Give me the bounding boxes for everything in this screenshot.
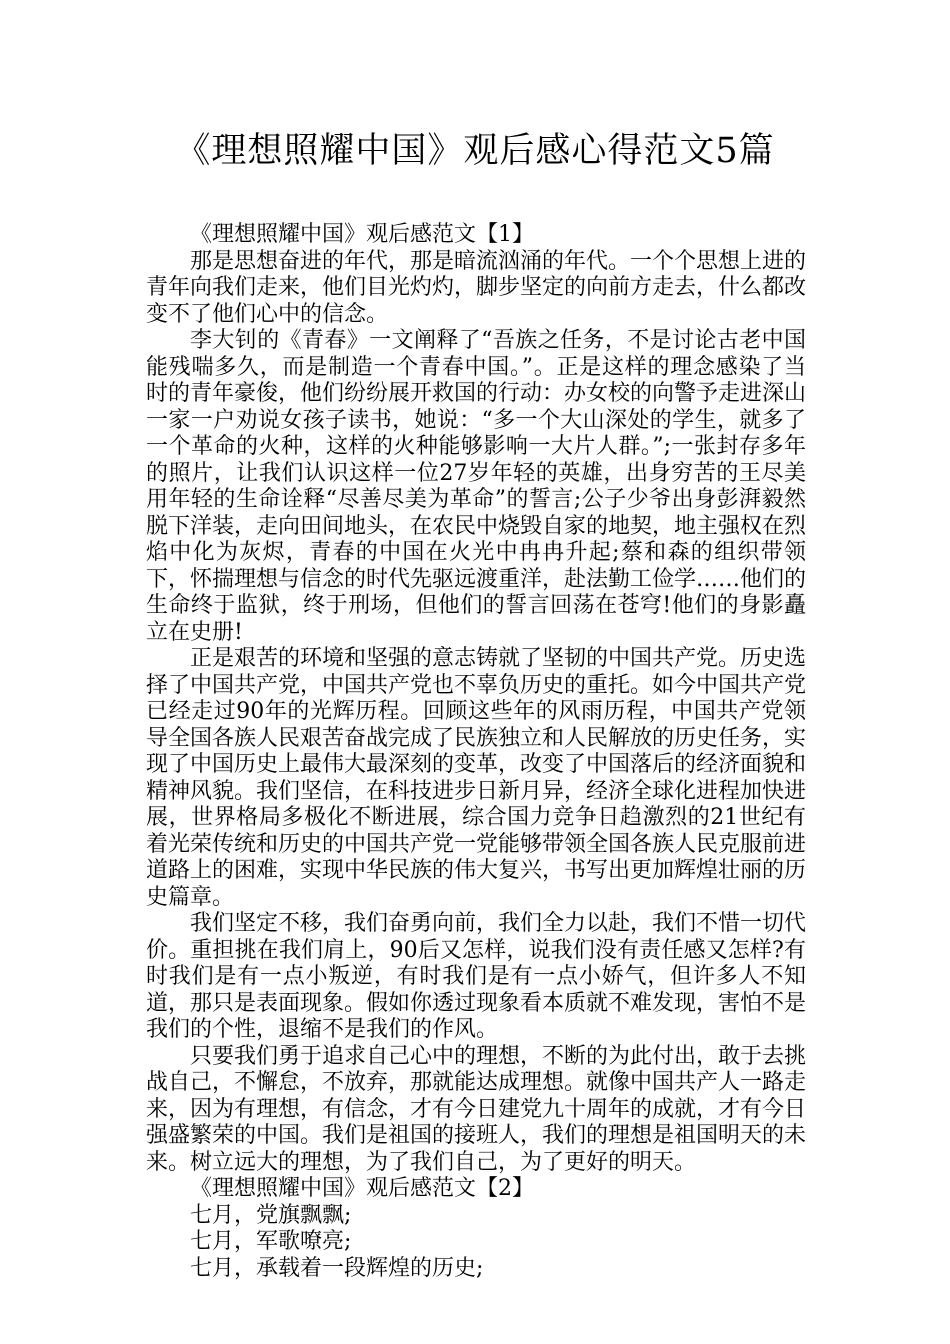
body-paragraph: 七月，承载着一段辉煌的历史; [190, 1255, 484, 1281]
document-title: 《理想照耀中国》观后感心得范文5篇 [175, 131, 775, 171]
section-heading-1: 《理想照耀中国》观后感范文【1】 [190, 222, 534, 247]
body-paragraph: 只要我们勇于追求自己心中的理想，不断的为此付出，敢于去挑战自己，不懈怠，不放弃，那就能达成理想。就像中国共产人一路走来，因为有理想，有信念，才有今日建党九十周年的成就，才有今日强盛繁荣的中国。我们是祖国的接班人，我们的理想是祖国明天的未来。树立远大的理想，为了我们自己，为了更好的明天。 [146, 1043, 807, 1175]
body-paragraph: 七月，军歌嘹亮; [190, 1229, 352, 1254]
body-paragraph: 正是艰苦的环境和坚强的意志铸就了坚韧的中国共产党。历史选择了中国共产党，中国共产党也不辜负历史的重托。如今中国共产党已经走过90年的光辉历程。回顾这些年的风雨历程，中国共产党领导全国各族人民艰苦奋战完成了民族独立和人民解放的历史任务，实现了中国历史上最伟大最深刻的变革，改变了中国落后的经济面貌和精神风貌。我们坚信，在科技进步日新月异，经济全球化进程加快进展，世界格局多极化不断进展，综合国力竞争日趋激烈的21世纪有着光荣传统和历史的中国共产党一党能够带领全国各族人民克服前进道路上的困难，实现中华民族的伟大复兴，书写出更加辉煌壮丽的历史篇章。 [146, 646, 807, 910]
body-paragraph: 李大钊的《青春》一文阐释了“吾族之任务，不是讨论古老中国能残喘多久，而是制造一个青春中国。”。正是这样的理念感染了当时的青年豪俊，他们纷纷展开救国的行动：办女校的向警予走进深山一家一户劝说女孩子读书，她说：“多一个大山深处的学生，就多了一个革命的火种，这样的火种能够影响一大片人群。”;一张封存多年的照片，让我们认识这样一位27岁年轻的英雄，出身穷苦的王尽美用年轻的生命诠释“尽善尽美为革命”的誓言;公子少爷出身彭湃毅然脱下洋装，走向田间地头，在农民中烧毁自家的地契，地主强权在烈焰中化为灰烬，青春的中国在火光中冉冉升起;蔡和森的组织带领下，怀揣理想与信念的时代先驱远渡重洋，赴法勤工俭学……他们的生命终于监狱，终于刑场，但他们的誓言回荡在苍穹!他们的身影矗立在史册! [146, 328, 807, 645]
section-heading-2: 《理想照耀中国》观后感范文【2】 [190, 1176, 534, 1201]
document-body [146, 222, 806, 1282]
body-paragraph: 七月，党旗飘飘; [190, 1202, 352, 1228]
body-paragraph: 那是思想奋进的年代，那是暗流汹涌的年代。一个个思想上进的青年向我们走来，他们目光灼灼，脚步坚定的向前方走去，什么都改变不了他们心中的信念。 [146, 248, 807, 327]
body-paragraph: 我们坚定不移，我们奋勇向前，我们全力以赴，我们不惜一切代价。重担挑在我们肩上，90后又怎样，说我们没有责任感又怎样?有时我们是有一点小叛逆，有时我们是有一点小娇气，但许多人不知道，那只是表面现象。假如你透过现象看本质就不难发现，害怕不是我们的个性，退缩不是我们的作风。 [146, 911, 807, 1042]
